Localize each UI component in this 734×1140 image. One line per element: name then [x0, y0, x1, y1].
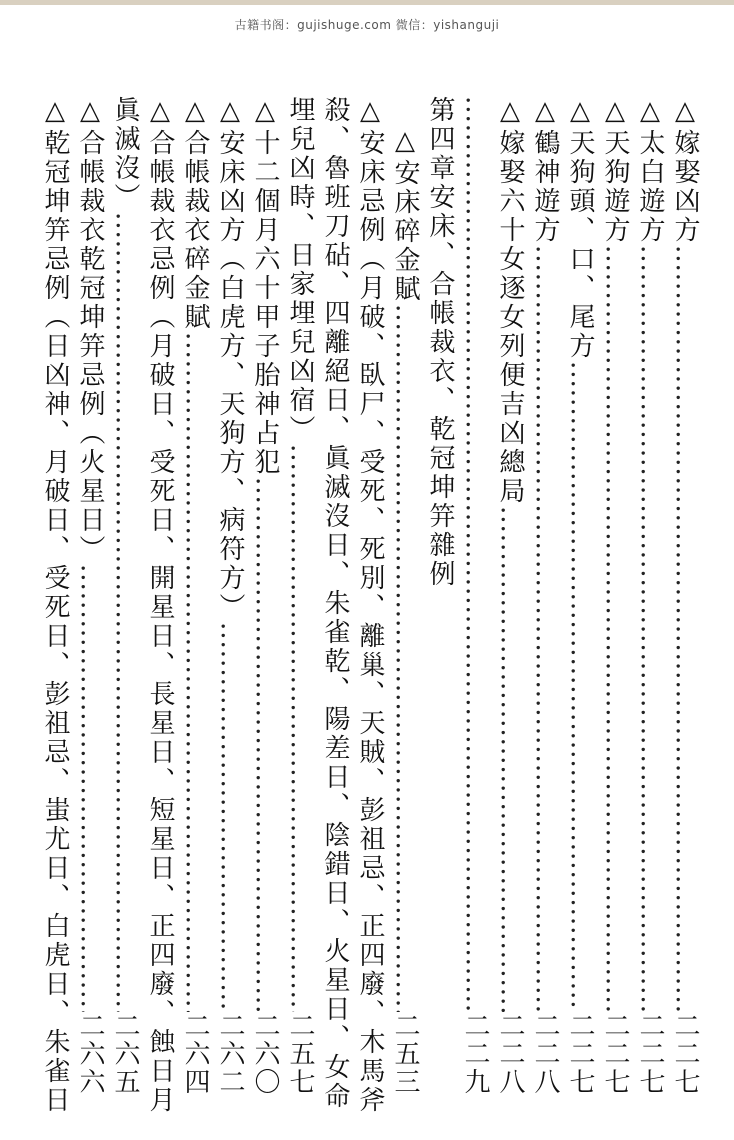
page-number: 二六四	[180, 1012, 210, 1096]
dot-leader	[285, 444, 315, 1012]
page-number: 二二八	[530, 1012, 560, 1096]
page-number: 二二八	[495, 1012, 525, 1096]
dot-leader	[180, 332, 210, 1012]
toc-entry	[635, 96, 665, 1096]
toc-entry	[460, 96, 490, 1096]
toc-entry	[530, 96, 560, 1096]
dot-leader	[110, 212, 140, 1012]
toc-entry	[75, 96, 105, 1096]
watermark: 古籍书阁：gujishuge.com 微信：yishanguji	[234, 18, 500, 32]
page-number: 二二七	[635, 1012, 665, 1096]
toc-entry	[250, 96, 280, 1096]
dot-leader	[215, 622, 245, 1012]
table-of-contents	[40, 96, 700, 1115]
dot-leader	[390, 304, 420, 1012]
toc-entry	[145, 96, 175, 1115]
entry-title: △安床忌例（月破、臥尸、受死、死別、離巢、天賊、彭祖忌、正四廢、木馬斧	[355, 96, 385, 1115]
toc-entry	[495, 96, 525, 1096]
dot-leader	[670, 245, 700, 1012]
page-number: 二二七	[565, 1012, 595, 1096]
dot-leader	[600, 245, 630, 1012]
entry-title: △十二個月六十甲子胎神占犯	[250, 96, 280, 477]
toc-entry	[40, 96, 70, 1115]
page-number: 二二七	[600, 1012, 630, 1096]
dot-leader	[530, 245, 560, 1012]
entry-title: △乾冠坤笄忌例（日凶神、月破日、受死日、彭祖忌、蚩尤日、白虎日、朱雀日	[40, 96, 70, 1115]
toc-entry	[180, 96, 210, 1096]
page-number: 二六二	[215, 1012, 245, 1096]
entry-title: △太白遊方	[635, 96, 665, 245]
dot-leader	[460, 96, 490, 1012]
entry-title: △天狗頭、口、尾方	[565, 96, 595, 361]
toc-entry	[320, 96, 350, 1111]
dot-leader	[565, 361, 595, 1012]
entry-title: △合帳裁衣忌例（月破日、受死日、開星日、長星日、短星日、正四廢、蝕日月	[145, 96, 175, 1115]
entry-title: △安床碎金賦	[390, 126, 420, 304]
page-number: 二六〇	[250, 1012, 280, 1096]
dot-leader	[75, 564, 105, 1012]
toc-entry	[670, 96, 700, 1096]
entry-title: △天狗遊方	[600, 96, 630, 245]
dot-leader	[495, 506, 525, 1012]
page-number: 二五七	[285, 1012, 315, 1096]
chapter-heading	[425, 96, 455, 1096]
toc-entry	[565, 96, 595, 1096]
entry-title: △嫁娶凶方	[670, 96, 700, 245]
entry-title: 眞滅沒）	[110, 96, 140, 212]
page-number: 二六六	[75, 1012, 105, 1096]
entry-title: △安床凶方（白虎方、天狗方、病符方）	[215, 96, 245, 622]
toc-entry	[110, 96, 140, 1096]
entry-title: 埋兒凶時、日家埋兒凶宿）	[285, 96, 315, 444]
entry-title: 第四章安床、合帳裁衣、乾冠坤笄雜例	[425, 96, 455, 589]
entry-title: 殺、魯班刀砧、四離絕日、眞滅沒日、朱雀乾、陽差日、陰錯日、火星日、女命	[320, 96, 350, 1111]
entry-title: △合帳裁衣乾冠坤笄忌例（火星日）	[75, 96, 105, 564]
entry-title: △嫁娶六十女逐女列便吉凶總局	[495, 96, 525, 506]
toc-entry	[390, 126, 420, 1096]
toc-entry	[215, 96, 245, 1096]
page-number: 二二七	[670, 1012, 700, 1096]
dot-leader	[635, 245, 665, 1012]
page-number: 二六五	[110, 1012, 140, 1096]
toc-entry	[285, 96, 315, 1096]
toc-entry	[355, 96, 385, 1115]
page-number: 二五三	[390, 1012, 420, 1096]
dot-leader	[250, 477, 280, 1012]
page-number: 二二九	[460, 1012, 490, 1096]
entry-title: △鶴神遊方	[530, 96, 560, 245]
toc-entry	[600, 96, 630, 1096]
entry-title: △合帳裁衣碎金賦	[180, 96, 210, 332]
top-border	[0, 0, 734, 5]
